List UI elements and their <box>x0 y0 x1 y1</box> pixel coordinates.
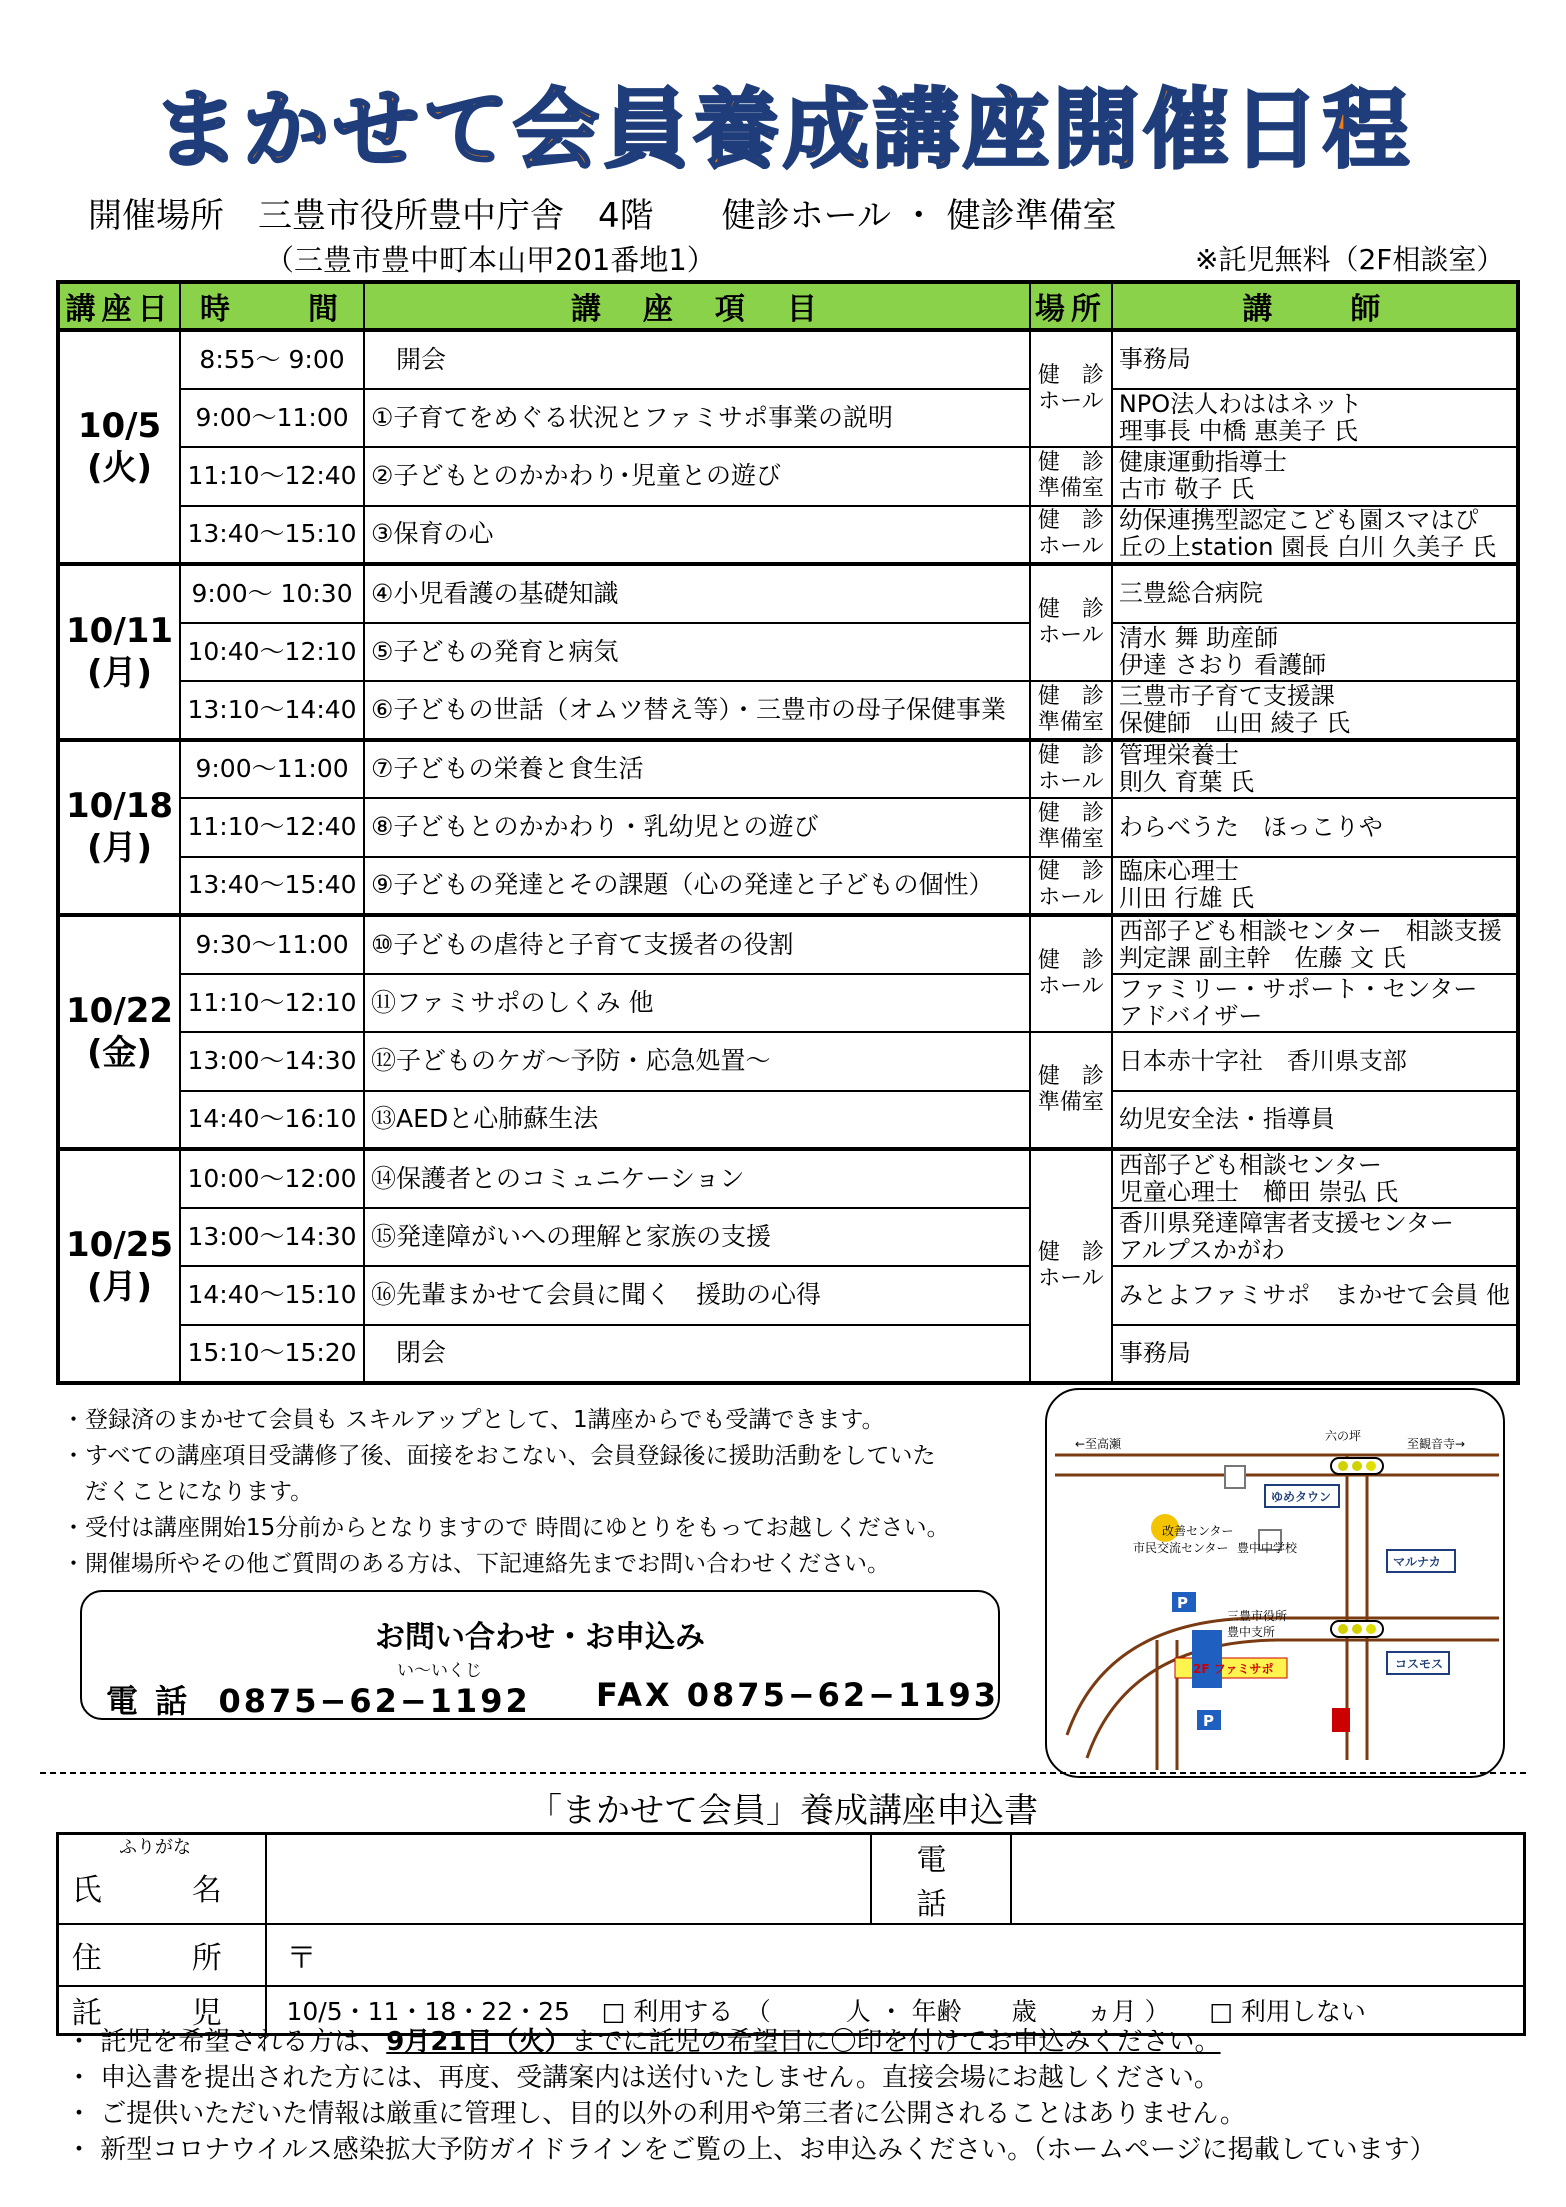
notes-list <box>62 1402 1042 1582</box>
lecturer-line: 川田 行雄 氏 <box>1118 884 1255 913</box>
lecturer-line: 香川県発達障害者支援センター <box>1118 1208 1454 1237</box>
session-time: 14:40～16:10 <box>180 1091 364 1150</box>
schedule-row <box>58 1149 1518 1208</box>
session-lecturer <box>1112 623 1518 682</box>
session-time: 11:10～12:40 <box>180 798 364 857</box>
session-date <box>58 1149 180 1383</box>
name-label-cell <box>58 1834 266 1925</box>
session-time: 14:40～15:10 <box>180 1266 364 1325</box>
map-label-toyonaka-jhs: 豊中中学校 <box>1237 1541 1298 1555</box>
no-use-checkbox[interactable]: □ 利用しない <box>1209 1996 1366 2026</box>
session-lecturer <box>1112 681 1518 740</box>
place-text: 準備室 <box>1037 709 1104 735</box>
date-text: 10/18 <box>66 786 174 827</box>
cut-line <box>40 1772 1526 1774</box>
footnote-item: ・ ご提供いただいた情報は厳重に管理し、目的以外の利用や第三者に公開されることはありません。 <box>66 2099 1246 2129</box>
session-time: 10:40～12:10 <box>180 623 364 682</box>
place-text: 健 診 <box>1037 597 1104 622</box>
place-text: ホール <box>1038 623 1104 648</box>
schedule-row <box>58 1091 1518 1150</box>
session-item: ④小児看護の基礎知識 <box>364 564 1030 623</box>
footnote-text: ・ 託児を希望される方は、 <box>66 2027 387 2057</box>
lecturer-line: 古市 敬子 氏 <box>1118 475 1255 504</box>
footnotes <box>66 2024 1436 2168</box>
session-lecturer <box>1112 1325 1518 1384</box>
session-time: 11:10～12:40 <box>180 447 364 506</box>
map-label-cosmos: コスモス <box>1395 1657 1444 1671</box>
fax-number: FAX 0875−62−1193 <box>596 1676 1000 1714</box>
day-text: (火) <box>86 448 153 488</box>
footnote-item: ・ 申込書を提出された方には、再度、受講案内は送付いたしません。直接会場にお越しください。 <box>66 2063 1220 2093</box>
use-checkbox[interactable]: □ 利用する （ 人 ・ 年齢 歳 ヵ月 ） <box>601 1996 1170 2026</box>
map-label-shimin: 市民交流センター <box>1133 1541 1229 1555</box>
place-text: 健 診 <box>1037 508 1104 534</box>
address-text: （三豊市豊中町本山甲201番地1） <box>265 243 716 277</box>
place-text: ホール <box>1038 1266 1104 1291</box>
map-label-takase: ←至高瀬 <box>1075 1437 1122 1451</box>
childcare-note: ※託児無料（2F相談室） <box>1195 243 1505 276</box>
lecturer-line: 則久 育葉 氏 <box>1118 768 1255 797</box>
phone-field-label: 電 話 <box>871 1834 1011 1925</box>
session-lecturer <box>1112 506 1518 565</box>
session-lecturer <box>1112 1208 1518 1267</box>
map-label-parking: P <box>1203 1712 1214 1730</box>
session-lecturer <box>1112 857 1518 916</box>
session-time: 13:00～14:30 <box>180 1032 364 1091</box>
session-place <box>1030 564 1112 681</box>
lecturer-line: 健康運動指導士 <box>1118 448 1287 477</box>
phone-number[interactable] <box>106 1676 531 1722</box>
session-item: ②子どもとのかかわり･児童との遊び <box>364 447 1030 506</box>
session-item: ⑭保護者とのコミュニケーション <box>364 1149 1030 1208</box>
footnote-item: ・ 新型コロナウイルス感染拡大予防ガイドラインをご覧の上、お申込みください。（ホームページに掲載しています） <box>66 2135 1436 2165</box>
place-text: 準備室 <box>1037 1090 1104 1115</box>
lecturer-line: 臨床心理士 <box>1118 857 1239 886</box>
note-item: ・すべての講座項目受講修了後、面接をおこない、会員登録後に援助活動をしていた <box>62 1443 936 1469</box>
contact-title: お問い合わせ・お申込み <box>375 1620 705 1655</box>
session-time: 13:10～14:40 <box>180 681 364 740</box>
childcare-label: 託 児 <box>58 1986 266 2034</box>
lecturer-line: アドバイザー <box>1118 1001 1263 1030</box>
note-item: ・登録済のまかせて会員も スキルアップとして、1講座からでも受講できます。 <box>62 1407 885 1433</box>
map-label-kaizen: 改善センター <box>1162 1524 1234 1538</box>
map-label-city-office: 三豊市役所 <box>1227 1609 1288 1623</box>
note-item: だくことになります。 <box>62 1479 314 1505</box>
header-item: 講 座 項 目 <box>364 282 1030 330</box>
session-item: ⑬AEDと心肺蘇生法 <box>364 1091 1030 1150</box>
contact-box <box>80 1590 1000 1720</box>
session-date <box>58 330 180 564</box>
schedule-row <box>58 506 1518 565</box>
place-text: ホール <box>1038 534 1104 560</box>
map-label-munotsubo: 六の坪 <box>1325 1429 1362 1443</box>
postbox-icon <box>1332 1708 1350 1732</box>
session-lecturer <box>1112 915 1518 974</box>
session-lecturer <box>1112 974 1518 1033</box>
phone-value: 0875−62−1192 <box>218 1682 531 1720</box>
session-lecturer <box>1112 447 1518 506</box>
session-time: 9:00～11:00 <box>180 740 364 799</box>
schedule-row <box>58 974 1518 1033</box>
place-text: 準備室 <box>1037 476 1104 502</box>
page-title: まかせて会員養成講座開催日程 <box>153 80 1413 180</box>
date-text: 10/25 <box>66 1225 174 1265</box>
place-text: ホール <box>1038 885 1104 911</box>
postal-mark: 〒 <box>286 1941 317 1976</box>
session-place <box>1030 798 1112 857</box>
session-item: ⑯先輩まかせて会員に聞く 援助の心得 <box>364 1266 1030 1325</box>
map-label-youme: ゆめタウン <box>1271 1490 1332 1504</box>
lecturer-line: 事務局 <box>1118 1338 1191 1367</box>
place-text: 準備室 <box>1037 827 1104 853</box>
lecturer-line: 保健師 山田 綾子 氏 <box>1118 708 1351 737</box>
date-text: 10/22 <box>66 991 174 1031</box>
place-text: 健 診 <box>1037 363 1104 388</box>
session-lecturer <box>1112 1266 1518 1325</box>
session-item: ⑧子どもとのかかわり・乳幼児との遊び <box>364 798 1030 857</box>
session-lecturer <box>1112 1149 1518 1208</box>
schedule-row <box>58 564 1518 623</box>
phone-ruby: い〜いくじ <box>397 1661 482 1681</box>
schedule-row <box>58 857 1518 916</box>
deadline-date: 9月21日（火） <box>386 2027 571 2057</box>
place-text: ホール <box>1038 974 1104 999</box>
lecturer-line: 幼児安全法・指導員 <box>1118 1104 1335 1133</box>
place-text: 健 診 <box>1037 450 1104 476</box>
session-item: ⑥子どもの世話（オムツ替え等）・三豊市の母子保健事業 <box>364 681 1030 740</box>
address-field[interactable] <box>266 1924 1525 1986</box>
session-time: 9:00～ 10:30 <box>180 564 364 623</box>
session-place <box>1030 857 1112 916</box>
lecturer-line: 三豊市子育て支援課 <box>1118 681 1335 710</box>
session-item: ⑪ファミサポのしくみ 他 <box>364 974 1030 1033</box>
name-label: 氏 名 <box>71 1873 252 1908</box>
session-item: ③保育の心 <box>364 506 1030 565</box>
schedule-row <box>58 740 1518 799</box>
school-icon <box>1225 1466 1245 1488</box>
note-item: ・受付は講座開始15分前からとなりますので 時間にゆとりをもってお越しください。 <box>62 1515 950 1541</box>
lecturer-line: わらべうた ほっこりや <box>1118 812 1383 841</box>
map-label-parking: P <box>1177 1594 1188 1612</box>
schedule-row <box>58 623 1518 682</box>
session-item: ①子育てをめぐる状況とファミサポ事業の説明 <box>364 389 1030 448</box>
session-lecturer <box>1112 740 1518 799</box>
map-label-kannonji: 至観音寺→ <box>1407 1437 1466 1451</box>
lecturer-line: アルプスかがわ <box>1118 1235 1285 1264</box>
day-text: (金) <box>86 1033 153 1073</box>
session-time: 13:00～14:30 <box>180 1208 364 1267</box>
header-lecturer: 講 師 <box>1112 282 1518 330</box>
city-office-building-icon <box>1192 1630 1222 1688</box>
lecturer-line: 事務局 <box>1118 345 1191 374</box>
lecturer-line: 西部子ども相談センター <box>1118 1150 1382 1179</box>
session-item: ⑫子どものケガ～予防・応急処置～ <box>364 1032 1030 1091</box>
schedule-row <box>58 1266 1518 1325</box>
map-graphic <box>1047 1390 1505 1778</box>
map-label-marunaka: マルナカ <box>1393 1555 1441 1569</box>
schedule-row <box>58 915 1518 974</box>
session-place <box>1030 915 1112 1032</box>
schedule-row <box>58 1208 1518 1267</box>
session-place <box>1030 1149 1112 1383</box>
session-item: ⑤子どもの発育と病気 <box>364 623 1030 682</box>
session-item: ⑩子どもの虐待と子育て支援者の役割 <box>364 915 1030 974</box>
day-text: (月) <box>86 828 153 869</box>
furigana-label: ふりがな <box>119 1837 191 1858</box>
session-place <box>1030 740 1112 799</box>
session-time: 13:40～15:10 <box>180 506 364 565</box>
place-text: 健 診 <box>1037 743 1104 769</box>
schedule-row <box>58 1325 1518 1384</box>
session-time: 15:10～15:20 <box>180 1325 364 1384</box>
access-map <box>1045 1388 1505 1778</box>
lecturer-line: 西部子ども相談センター 相談支援 <box>1118 916 1502 945</box>
session-item: ⑨子どもの発達とその課題（心の発達と子どもの個性） <box>364 857 1030 916</box>
session-lecturer <box>1112 1091 1518 1150</box>
session-time: 11:10～12:10 <box>180 974 364 1033</box>
session-item: 閉会 <box>364 1325 1030 1384</box>
name-field[interactable] <box>266 1834 871 1925</box>
session-lecturer <box>1112 330 1518 389</box>
day-text: (月) <box>86 1267 153 1307</box>
schedule-row <box>58 681 1518 740</box>
place-text: 健 診 <box>1037 859 1104 885</box>
lecturer-line: 児童心理士 櫛田 崇弘 氏 <box>1118 1177 1399 1206</box>
place-text: 健 診 <box>1037 683 1104 709</box>
day-text: (月) <box>86 652 153 693</box>
place-text: 健 診 <box>1037 948 1104 973</box>
lecturer-line: 日本赤十字社 香川県支部 <box>1118 1046 1407 1075</box>
lecturer-line: 判定課 副主幹 佐藤 文 氏 <box>1118 943 1406 972</box>
lecturer-line: 管理栄養士 <box>1118 741 1239 770</box>
lecturer-line: 理事長 中橋 惠美子 氏 <box>1118 416 1358 445</box>
session-item: 開会 <box>364 330 1030 389</box>
session-date <box>58 564 180 740</box>
schedule-row <box>58 1032 1518 1091</box>
header-place: 場所 <box>1030 282 1112 330</box>
map-label-branch: 豊中支所 <box>1227 1625 1276 1639</box>
place-text: 健 診 <box>1037 1240 1104 1265</box>
place-text: 健 診 <box>1037 801 1104 827</box>
session-time: 9:30～11:00 <box>180 915 364 974</box>
date-text: 10/11 <box>66 610 174 651</box>
place-text: ホール <box>1038 389 1104 414</box>
lecturer-line: 伊達 さおり 看護師 <box>1118 650 1327 679</box>
session-time: 9:00～11:00 <box>180 389 364 448</box>
session-time: 8:55～ 9:00 <box>180 330 364 389</box>
schedule-header-row <box>58 282 1518 330</box>
session-place <box>1030 447 1112 506</box>
schedule-row <box>58 330 1518 389</box>
schedule-row <box>58 798 1518 857</box>
form-title: 「まかせて会員」養成講座申込書 <box>528 1791 1038 1831</box>
session-date <box>58 740 180 916</box>
address-label: 住 所 <box>58 1924 266 1986</box>
schedule-row <box>58 389 1518 448</box>
schedule-table <box>56 280 1520 1385</box>
header-time: 時 間 <box>180 282 364 330</box>
application-form <box>56 1832 1526 2036</box>
traffic-light-icon <box>1331 1621 1383 1637</box>
map-label-famisapo: 2F ファミサポ <box>1193 1662 1274 1676</box>
phone-field[interactable] <box>1011 1834 1525 1925</box>
session-place <box>1030 506 1112 565</box>
lecturer-line: 幼保連携型認定こども園スマはぴ <box>1118 506 1479 535</box>
session-lecturer <box>1112 564 1518 623</box>
session-time: 10:00～12:00 <box>180 1149 364 1208</box>
childcare-dates: 10/5・11・18・22・25 <box>286 1996 570 2026</box>
venue-text: 開催場所 三豊市役所豊中庁舎 4階 健診ホール ・ 健診準備室 <box>88 196 1117 236</box>
lecturer-line: ファミリー・サポート・センター <box>1118 974 1478 1003</box>
session-place <box>1030 330 1112 447</box>
header-date: 講座日 <box>58 282 180 330</box>
traffic-light-icon <box>1331 1458 1383 1474</box>
lecturer-line: 三豊総合病院 <box>1118 579 1263 608</box>
session-time: 13:40～15:40 <box>180 857 364 916</box>
date-text: 10/5 <box>77 406 162 446</box>
footnote-item <box>66 2024 1436 2060</box>
session-item: ⑦子どもの栄養と食生活 <box>364 740 1030 799</box>
session-place <box>1030 1032 1112 1149</box>
place-text: ホール <box>1038 769 1104 795</box>
session-lecturer <box>1112 1032 1518 1091</box>
note-item: ・開催場所やその他ご質問のある方は、下記連絡先までお問い合わせください。 <box>62 1551 890 1577</box>
lecturer-line: 丘の上station 園長 白川 久美子 氏 <box>1118 533 1496 562</box>
schedule-row <box>58 447 1518 506</box>
place-text: 健 診 <box>1037 1064 1104 1089</box>
phone-label: 電 話 <box>106 1682 191 1720</box>
footnote-text: までに託児の希望日に〇印を付けてお申込みください。 <box>570 2027 1221 2057</box>
session-item: ⑮発達障がいへの理解と家族の支援 <box>364 1208 1030 1267</box>
lecturer-line: NPO法人わははネット <box>1118 389 1363 418</box>
lecturer-line: みとよファミサポ まかせて会員 他 <box>1118 1280 1510 1309</box>
session-lecturer <box>1112 798 1518 857</box>
session-date <box>58 915 180 1149</box>
session-lecturer <box>1112 389 1518 448</box>
lecturer-line: 清水 舞 助産師 <box>1118 623 1279 652</box>
session-place <box>1030 681 1112 740</box>
